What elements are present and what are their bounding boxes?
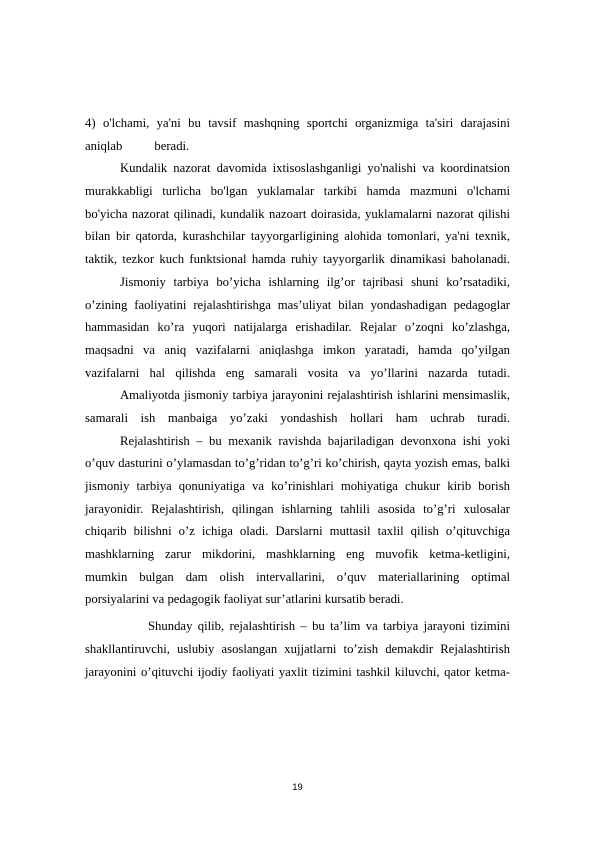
text-line: jarayonini o’qituvchi ijodiy faoliyati yaxlit tizimini tashkil kiluvchi, qator ketma- — [85, 664, 510, 679]
text-line: bo'yicha nazorat qilinadi, kundalik nazoart doirasida, yuklamalarni nazorat qilishi — [85, 206, 510, 221]
text-fragment: aniqlab — [85, 138, 123, 153]
paragraph-first-line: Amaliyotda jismoniy tarbiya jarayonini rejalashtirish ishlarini mensimaslik, — [120, 388, 510, 403]
text-line: murakkabligi turlicha bo'lgan yuklamalar tarkibi hamda mazmuni o'lchami — [85, 184, 510, 199]
page-number: 19 — [292, 782, 303, 793]
text-line: mashklarning zarur mikdorini, mashklarning eng muvofik ketma-ketligini, — [85, 547, 510, 562]
text-line: maqsadni va aniq vazifalarni aniqlashga imkon yaratadi, hamda qo’yilgan — [85, 342, 510, 357]
paragraph-first-line: Jismoniy tarbiya bo’yicha ishlarning ilg’or tajribasi shuni ko’rsatadiki, — [120, 274, 510, 289]
text-line: 4) o'lchami, ya'ni bu tavsif mashqning sportchi organizmiga ta'siri darajasini — [85, 116, 510, 130]
text-line: bilan bir qatorda, kurashchilar tayyorgarligining alohida tomonlari, ya'ni texnik, — [85, 229, 510, 244]
text-line: jismoniy tarbiya qonuniyatiga va ko’rinishlari mohiyatiga chukur kirib borish — [85, 479, 510, 493]
paragraph-first-line: Shunday qilib, rejalashtirish – bu ta’lim va tarbiya jarayoni tizimini — [148, 619, 510, 634]
text-line: taktik, tezkor kuch funktsional hamda ruhiy tayyorgarlik dinamikasi baholanadi. — [85, 252, 510, 267]
paragraph-first-line: Kundalik nazorat davomida ixtisoslashganligi yo'nalishi va koordinatsion — [120, 161, 510, 176]
text-line: jarayonidir. Rejalashtirish, qilingan ishlarning tahlili asosida to’g’ri xulosalar — [85, 501, 510, 516]
text-line: o’quv dasturini o’ylamasdan to’g’ridan to’g’ri ko’chirish, qayta yozish emas, balki — [85, 456, 510, 471]
text-line — [85, 135, 510, 158]
text-line: vazifalarni hal qilishda eng samarali vosita va yo’llarini nazarda tutadi. — [85, 365, 510, 380]
text-line: shakllantiruvchi, uslubiy asoslangan xujjatlarni to’zish demakdir Rejalashtirish — [85, 641, 510, 656]
text-line: mumkin bulgan dam olish intervallarini, o’quv materiallarining optimal — [85, 569, 510, 584]
text-line: hammasidan ko’ra yuqori natijalarga erishadilar. Rejalar o’zoqni ko’zlashga, — [85, 320, 510, 335]
document-body — [85, 112, 510, 683]
text-fragment: beradi. — [154, 138, 190, 153]
text-line: chiqarib bilishni o’z ichiga oladi. Darslarni muttasil taxlil qilish o’qituvchiga — [85, 524, 510, 539]
paragraph-first-line: Rejalashtirish – bu mexanik ravishda bajariladigan devonxona ishi yoki — [120, 433, 510, 448]
text-line: o’zining faoliyatini rejalashtirishga mas’uliyat bilan yondashadigan pedagoglar — [85, 297, 510, 312]
text-line: samarali ish manbaiga yo’zaki yondashish hollari ham uchrab turadi. — [85, 410, 510, 425]
text-line: porsiyalarini va pedagogik faoliyat sur’atlarini kursatib beradi. — [85, 592, 404, 607]
